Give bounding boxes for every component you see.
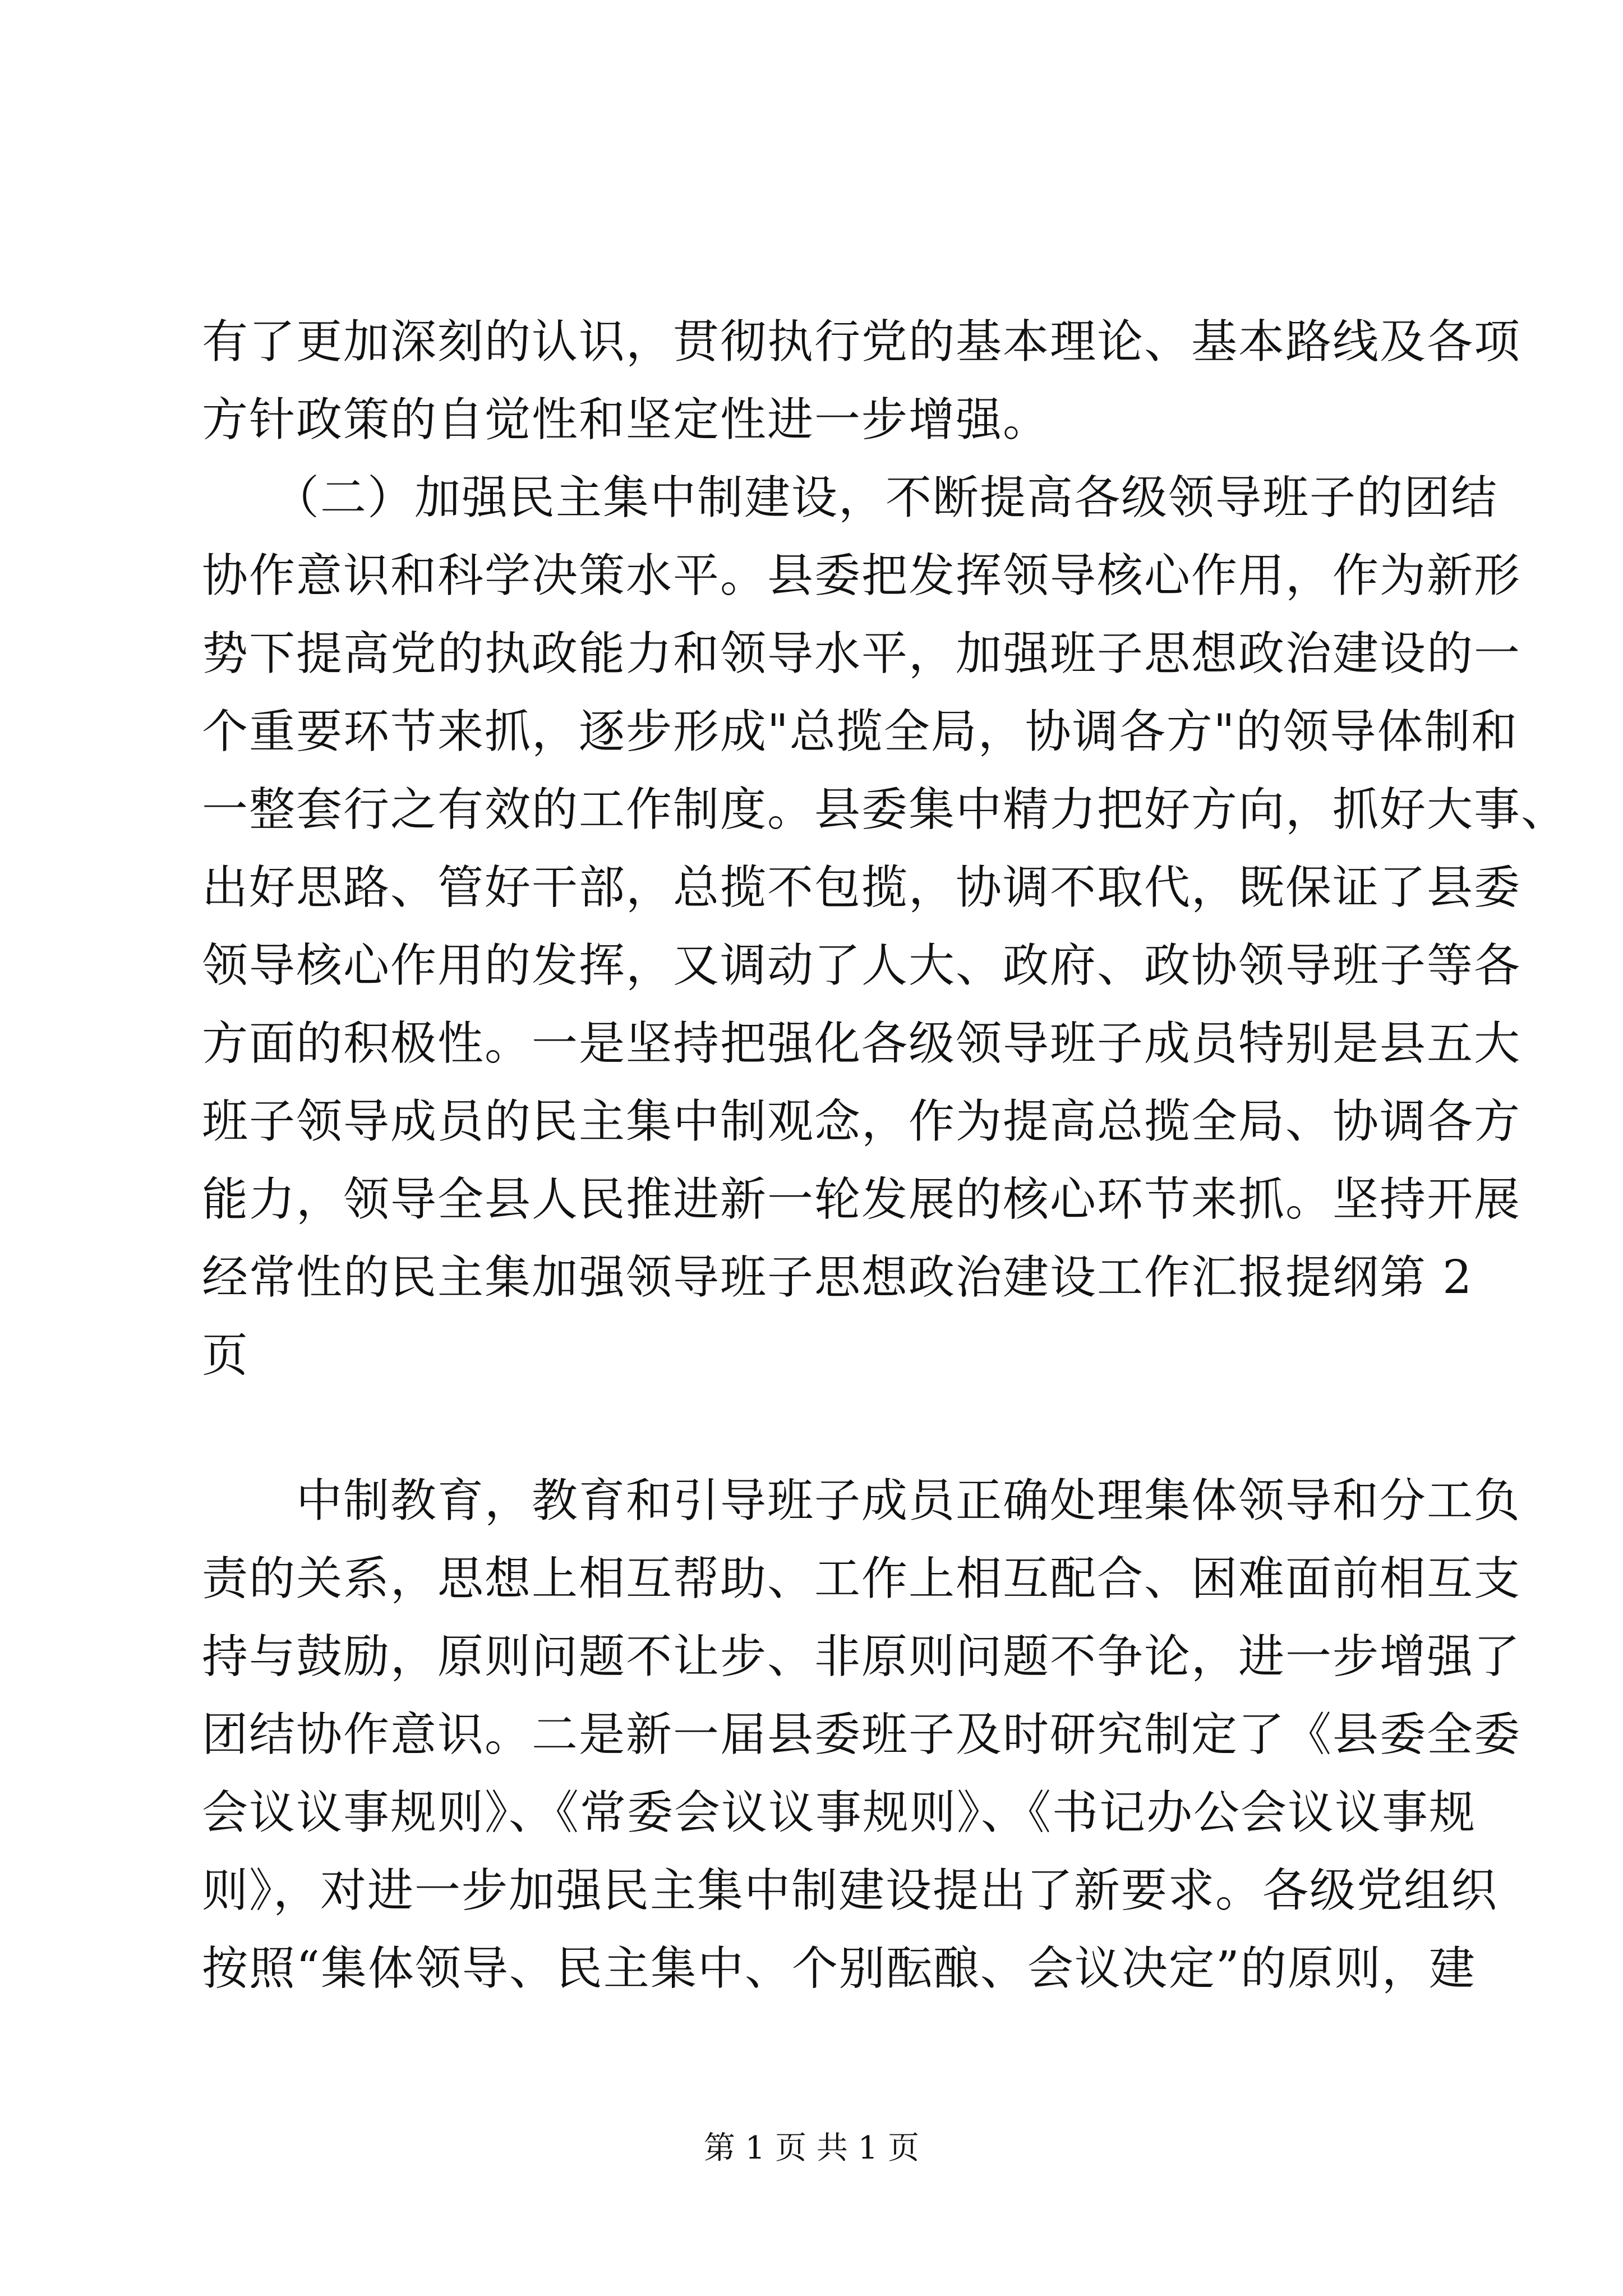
paragraph-block-2 bbox=[202, 1462, 1521, 2008]
text-line: 一整套行之有效的工作制度。县委集中精力把好方向，抓好大事、 bbox=[202, 783, 1569, 836]
text-line: 方针政策的自觉性和坚定性进一步增强。 bbox=[202, 393, 1050, 447]
text-line: 方面的积极性。一是坚持把强化各级领导班子成员特别是县五大 bbox=[202, 1017, 1521, 1070]
text-line: 按照“集体领导、民主集中、个别酝酿、会议决定”的原则，建 bbox=[202, 1942, 1476, 1995]
text-line: 势下提高党的执政能力和领导水平，加强班子思想政治建设的一 bbox=[202, 627, 1521, 680]
text-line: 中制教育，教育和引导班子成员正确处理集体领导和分工负 bbox=[202, 1474, 1521, 1527]
document-body bbox=[202, 303, 1569, 2008]
text-line: 能力，领导全县人民推进新一轮发展的核心环节来抓。坚持开展 bbox=[202, 1173, 1521, 1226]
text-line: 团结协作意识。二是新一届县委班子及时研究制定了《县委全委 bbox=[202, 1708, 1521, 1761]
text-line: 协作意识和科学决策水平。县委把发挥领导核心作用，作为新形 bbox=[202, 549, 1521, 602]
text-line: 有了更加深刻的认识，贯彻执行党的基本理论、基本路线及各项 bbox=[202, 315, 1521, 369]
text-line: 个重要环节来抓，逐步形成"总揽全局，协调各方"的领导体制和 bbox=[202, 705, 1519, 758]
text-line: 责的关系，思想上相互帮助、工作上相互配合、困难面前相互支 bbox=[202, 1552, 1521, 1605]
text-line: 持与鼓励，原则问题不让步、非原则问题不争论，进一步增强了 bbox=[202, 1630, 1521, 1683]
page-footer: 第 1 页 共 1 页 bbox=[703, 2130, 920, 2166]
text-line: 会议议事规则》、《常委会议议事规则》、《书记办公会议议事规 bbox=[202, 1786, 1477, 1839]
text-line: 出好思路、管好干部，总揽不包揽，协调不取代，既保证了县委 bbox=[202, 861, 1521, 914]
paragraph-block-1 bbox=[202, 303, 1569, 1395]
text-line: 班子领导成员的民主集中制观念，作为提高总揽全局、协调各方 bbox=[202, 1095, 1521, 1148]
text-line: 页 bbox=[202, 1329, 250, 1382]
text-line: 经常性的民主集加强领导班子思想政治建设工作汇报提纲第 2 bbox=[202, 1251, 1473, 1304]
paragraph-gap bbox=[202, 1395, 1436, 1462]
text-line: （二）加强民主集中制建设，不断提高各级领导班子的团结 bbox=[202, 471, 1498, 524]
text-line: 领导核心作用的发挥，又调动了人大、政府、政协领导班子等各 bbox=[202, 939, 1521, 992]
text-line: 则》，对进一步加强民主集中制建设提出了新要求。各级党组织 bbox=[202, 1864, 1498, 1917]
